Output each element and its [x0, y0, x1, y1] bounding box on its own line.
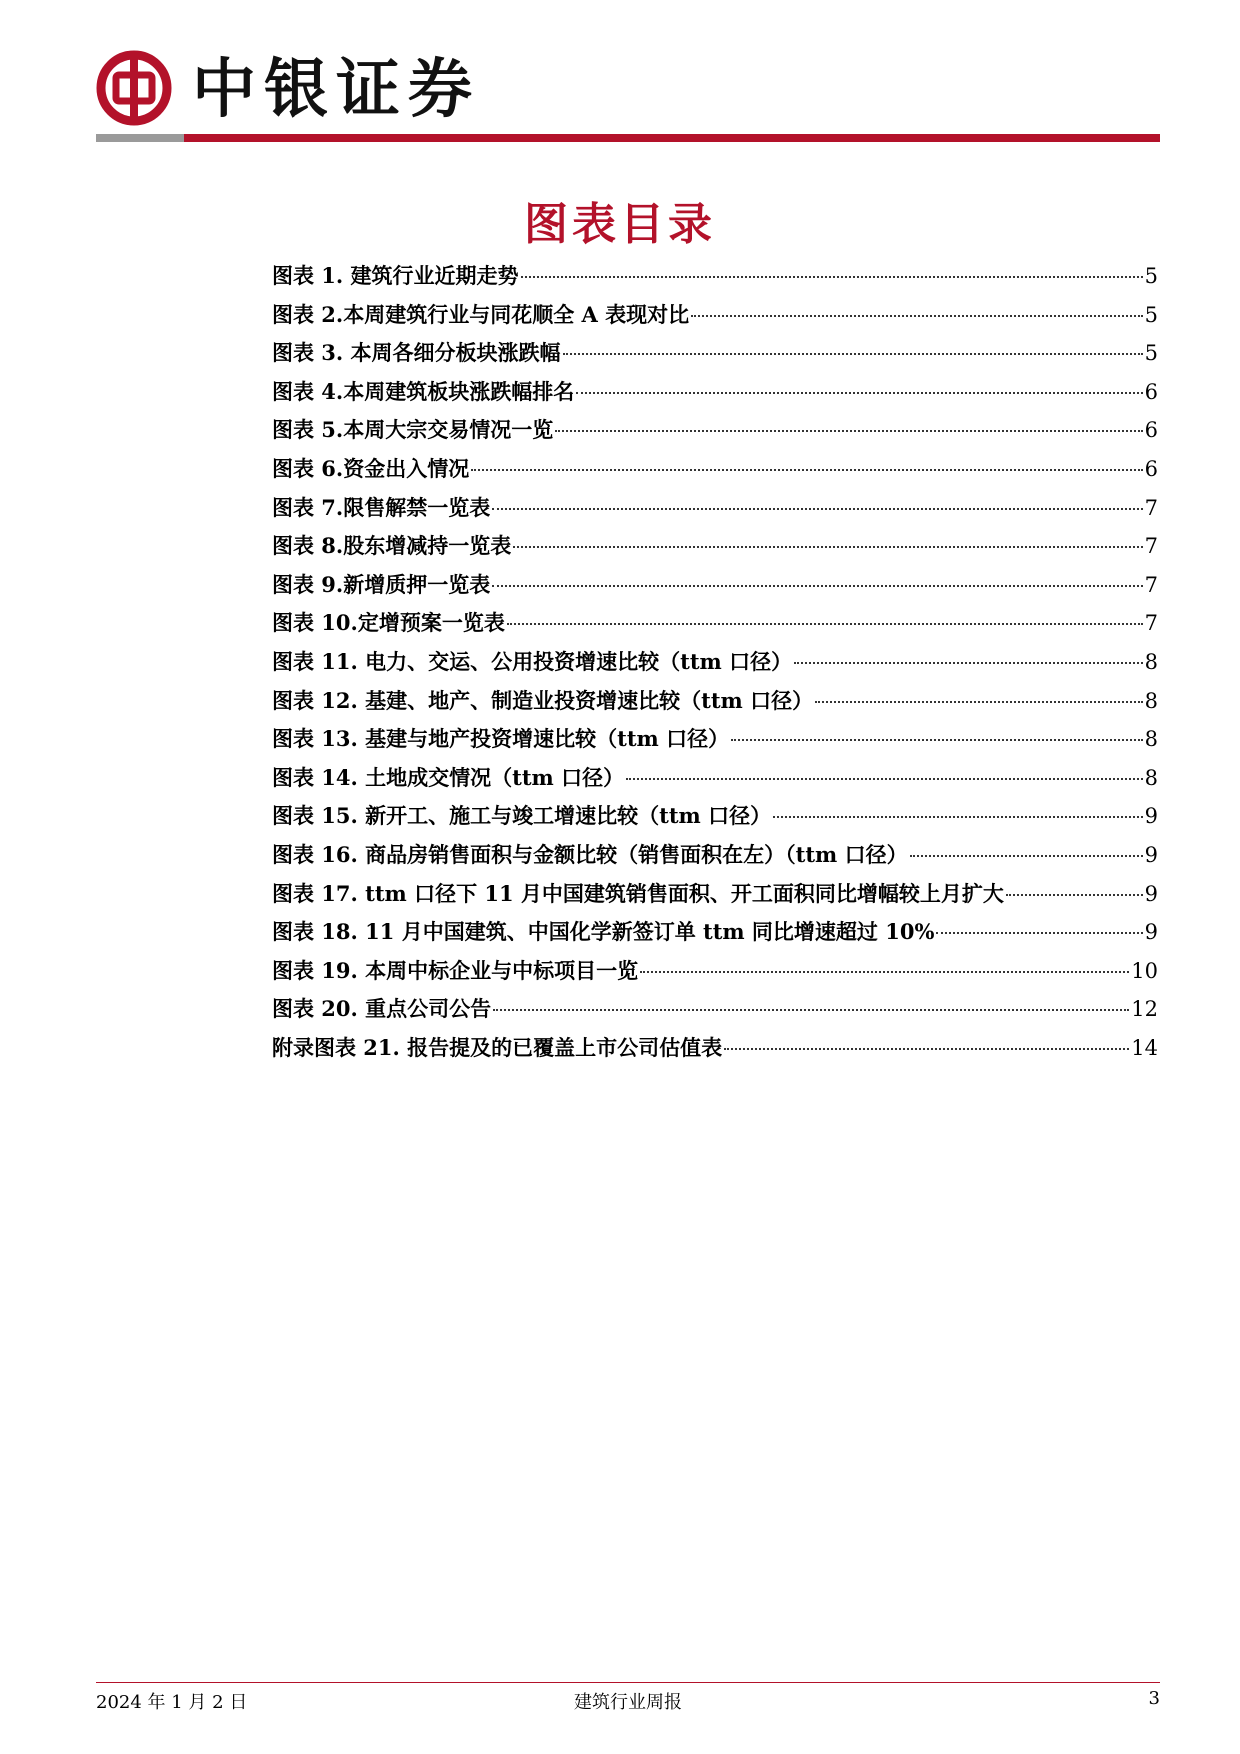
header-bar-grey — [96, 134, 184, 142]
toc-dot-leader — [563, 353, 1143, 355]
toc-dot-leader — [521, 276, 1143, 278]
toc-entry-label: 附录图表 21. 报告提及的已覆盖上市公司估值表 — [272, 1034, 723, 1060]
toc-entry-label: 图表 16. 商品房销售面积与金额比较（销售面积在左）（ttm 口径） — [272, 841, 908, 867]
toc-entry-label: 图表 1. 建筑行业近期走势 — [272, 263, 519, 288]
toc-entry-page: 9 — [1144, 804, 1158, 829]
toc-dot-leader — [471, 469, 1142, 471]
toc-entry-page: 7 — [1144, 534, 1158, 559]
footer-date: 2024 年 1 月 2 日 — [96, 1692, 248, 1713]
toc-entry-label: 图表 6.资金出入情况 — [272, 455, 470, 481]
toc-dot-leader — [724, 1048, 1129, 1050]
toc-dot-leader — [555, 430, 1142, 432]
toc-dot-leader — [626, 778, 1143, 780]
toc-entry-label: 图表 4.本周建筑板块涨跌幅排名 — [272, 378, 575, 404]
toc-entry-label: 图表 20. 重点公司公告 — [272, 996, 492, 1022]
page-header — [96, 46, 1160, 142]
toc-entry-page: 9 — [1144, 920, 1158, 945]
toc-entry-page: 6 — [1144, 418, 1158, 443]
toc-entry[interactable] — [272, 682, 1158, 721]
toc-dot-leader — [640, 971, 1129, 973]
toc-entry[interactable] — [272, 334, 1158, 373]
toc-entry[interactable] — [272, 296, 1158, 335]
toc-entry[interactable] — [272, 720, 1158, 759]
toc-entry[interactable] — [272, 759, 1158, 798]
toc-entry[interactable] — [272, 990, 1158, 1029]
toc-entry-label: 图表 8.股东增减持一览表 — [272, 533, 512, 559]
toc-entry-page: 5 — [1144, 341, 1158, 366]
toc-dot-leader — [794, 662, 1143, 664]
toc-entry-page: 5 — [1144, 264, 1158, 288]
toc-dot-leader — [492, 508, 1142, 510]
toc-entry-page: 7 — [1144, 495, 1158, 520]
footer-report-title: 建筑行业周报 — [574, 1692, 682, 1713]
toc-entry-page: 8 — [1144, 688, 1158, 713]
toc-entry-page: 8 — [1144, 727, 1158, 752]
toc-entry-label: 图表 11. 电力、交运、公用投资增速比较（ttm 口径） — [272, 648, 793, 674]
toc-entry-page: 12 — [1131, 997, 1158, 1022]
toc-entry[interactable] — [272, 604, 1158, 643]
toc-entry-page: 8 — [1144, 649, 1158, 674]
toc-entry[interactable] — [272, 797, 1158, 836]
footer-page-number: 3 — [1148, 1688, 1160, 1709]
toc-entry[interactable] — [272, 373, 1158, 412]
toc-entry-page: 7 — [1144, 611, 1158, 636]
toc-entry-label: 图表 2.本周建筑行业与同花顺全 A 表现对比 — [272, 301, 690, 327]
toc-entry-label: 图表 14. 土地成交情况（ttm 口径） — [272, 764, 625, 790]
toc-entry[interactable] — [272, 836, 1158, 875]
toc-dot-leader — [576, 392, 1142, 394]
toc-dot-leader — [691, 315, 1142, 317]
toc-dot-leader — [492, 585, 1142, 587]
toc-title: 图表目录 — [524, 199, 716, 250]
toc-dot-leader — [1006, 894, 1143, 896]
toc-entry-label: 图表 18. 11 月中国建筑、中国化学新签订单 ttm 同比增速超过 10% — [272, 919, 935, 945]
toc-entry[interactable] — [272, 1029, 1158, 1068]
toc-entry[interactable] — [272, 875, 1158, 914]
toc-entry[interactable] — [272, 527, 1158, 566]
toc-entry[interactable] — [272, 566, 1158, 605]
toc-entry-label: 图表 17. ttm 口径下 11 月中国建筑销售面积、开工面积同比增幅较上月扩大 — [272, 880, 1004, 906]
toc-dot-leader — [910, 855, 1143, 857]
toc-entry[interactable] — [272, 913, 1158, 952]
toc-dot-leader — [815, 701, 1143, 703]
toc-entry[interactable] — [272, 257, 1158, 296]
toc-entry-page: 5 — [1144, 302, 1158, 327]
toc-entry-page: 6 — [1144, 456, 1158, 481]
toc-dot-leader — [513, 546, 1142, 548]
footer-divider — [96, 1682, 1160, 1683]
page-footer — [96, 1688, 1160, 1718]
toc-dot-leader — [773, 816, 1143, 818]
toc-entry-label: 图表 15. 新开工、施工与竣工增速比较（ttm 口径） — [272, 803, 772, 829]
toc-entry[interactable] — [272, 489, 1158, 528]
toc-entry[interactable] — [272, 411, 1158, 450]
toc-entry-page: 6 — [1144, 379, 1158, 404]
toc-dot-leader — [936, 932, 1142, 934]
toc-dot-leader — [731, 739, 1143, 741]
toc-entry-page: 9 — [1144, 842, 1158, 867]
toc-entry-label: 图表 5.本周大宗交易情况一览 — [272, 417, 554, 443]
toc-entry-page: 14 — [1131, 1035, 1158, 1060]
toc-entry-label: 图表 9.新增质押一览表 — [272, 571, 491, 597]
toc-entry-label: 图表 3. 本周各细分板块涨跌幅 — [272, 340, 561, 366]
toc-entry-label: 图表 7.限售解禁一览表 — [272, 494, 491, 520]
toc-entry-page: 8 — [1144, 765, 1158, 790]
toc-entry-page: 7 — [1144, 572, 1158, 597]
toc-list — [272, 257, 1158, 1067]
brand-name: 中银证券 — [192, 53, 480, 127]
toc-entry[interactable] — [272, 643, 1158, 682]
toc-entry-page: 9 — [1144, 881, 1158, 906]
toc-entry-label: 图表 19. 本周中标企业与中标项目一览 — [272, 957, 639, 983]
toc-entry-label: 图表 12. 基建、地产、制造业投资增速比较（ttm 口径） — [272, 687, 814, 713]
toc-entry-label: 图表 13. 基建与地产投资增速比较（ttm 口径） — [272, 726, 730, 752]
toc-entry-label: 图表 10.定增预案一览表 — [272, 610, 505, 636]
bank-of-china-logo-icon — [96, 50, 172, 126]
toc-dot-leader — [507, 623, 1143, 625]
toc-dot-leader — [493, 1009, 1129, 1011]
header-bar-red — [184, 134, 1160, 142]
toc-entry-page: 10 — [1131, 958, 1158, 983]
toc-entry[interactable] — [272, 952, 1158, 991]
toc-entry[interactable] — [272, 450, 1158, 489]
